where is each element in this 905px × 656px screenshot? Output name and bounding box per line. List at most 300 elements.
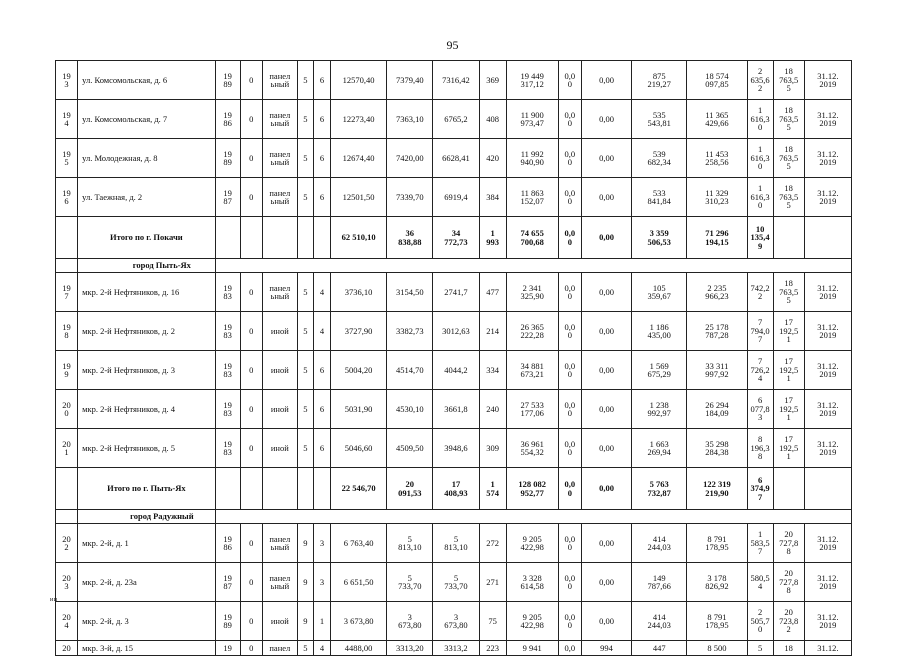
address-cell: ул. Комсомольская, д. 7 [78, 100, 216, 139]
table-row [56, 351, 852, 390]
living-area-cell: 3154,50 [387, 273, 433, 312]
floors-cell: 5 [297, 312, 313, 351]
cost-fund-a-cell: 0,0 0 [558, 524, 581, 563]
cost-fund-a-cell: 0,0 0 [558, 429, 581, 468]
empty-cell [804, 468, 851, 510]
entrances-cell: 6 [313, 139, 330, 178]
build-year-cell: 19 83 [215, 429, 240, 468]
row-number-cell: 20 1 [56, 429, 78, 468]
cost-owners-cell: 2 235 966,23 [687, 273, 747, 312]
total-area-total-cell: 62 510,10 [331, 217, 387, 259]
city-label: город Пыть-Ях [78, 259, 216, 273]
cost-owners-cell: 25 178 787,28 [687, 312, 747, 351]
cost-fund-b-cell: 0,00 [581, 100, 631, 139]
living-area-cell: 5 733,70 [387, 563, 433, 602]
max-cost-per-sqm-cell: 20 727,8 8 [773, 563, 804, 602]
cost-per-sqm-cell: 5 [747, 641, 773, 656]
cost-budget-cell: 1 186 435,00 [632, 312, 687, 351]
living-area-cell: 3 673,80 [387, 602, 433, 641]
cost-fund-b-cell: 0,00 [581, 563, 631, 602]
repair-cost-total-cell: 128 082 952,77 [506, 468, 558, 510]
cost-per-sqm-cell: 1 583,5 7 [747, 524, 773, 563]
living-area-private-cell: 6919,4 [433, 178, 479, 217]
build-year-cell: 19 83 [215, 273, 240, 312]
row-number-cell: 19 5 [56, 139, 78, 178]
living-area-cell: 3382,73 [387, 312, 433, 351]
cost-owners-cell: 11 365 429,66 [687, 100, 747, 139]
wall-material-cell: панел ьный [262, 61, 297, 100]
floors-cell: 5 [297, 351, 313, 390]
col-zero-cell: 0 [240, 139, 262, 178]
empty-cell [56, 510, 78, 524]
cost-per-sqm-cell: 742,2 2 [747, 273, 773, 312]
cost-fund-a-total-cell: 0,0 0 [558, 468, 581, 510]
living-area-cell: 3313,20 [387, 641, 433, 656]
total-area-cell: 12501,50 [331, 178, 387, 217]
living-area-cell: 4514,70 [387, 351, 433, 390]
table-row [56, 100, 852, 139]
build-year-cell: 19 89 [215, 139, 240, 178]
table-row [56, 641, 852, 656]
total-area-cell: 3736,10 [331, 273, 387, 312]
living-area-private-cell: 7316,42 [433, 61, 479, 100]
floors-cell: 5 [297, 100, 313, 139]
entrances-cell: 3 [313, 563, 330, 602]
entrances-cell: 6 [313, 390, 330, 429]
living-area-cell: 4530,10 [387, 390, 433, 429]
deadline-cell: 31.12. 2019 [804, 351, 851, 390]
address-cell: мкр. 3-й, д. 15 [78, 641, 216, 656]
total-row [56, 217, 852, 259]
address-cell: мкр. 2-й, д. 23а [78, 563, 216, 602]
floors-cell: 5 [297, 139, 313, 178]
empty-cell [215, 217, 240, 259]
entrances-cell: 6 [313, 351, 330, 390]
page-number: 95 [446, 38, 459, 52]
cost-budget-total-cell: 3 359 506,53 [632, 217, 687, 259]
cost-per-sqm-cell: 1 616,3 0 [747, 178, 773, 217]
row-number-cell: 20 4 [56, 602, 78, 641]
entrances-cell: 6 [313, 61, 330, 100]
residents-cell: 214 [479, 312, 506, 351]
housing-register-table [55, 60, 852, 656]
residents-cell: 477 [479, 273, 506, 312]
cost-owners-cell: 26 294 184,09 [687, 390, 747, 429]
cost-owners-cell: 18 574 097,85 [687, 61, 747, 100]
row-number-cell: 20 3 [56, 563, 78, 602]
max-cost-per-sqm-cell: 18 763,5 5 [773, 139, 804, 178]
max-cost-per-sqm-cell: 18 763,5 5 [773, 273, 804, 312]
row-number-cell: 19 7 [56, 273, 78, 312]
cost-fund-b-cell: 0,00 [581, 390, 631, 429]
cost-per-sqm-cell: 8 196,3 8 [747, 429, 773, 468]
city-heading-row [56, 259, 852, 273]
wall-material-cell: панел ьный [262, 273, 297, 312]
residents-cell: 369 [479, 61, 506, 100]
col-zero-cell: 0 [240, 178, 262, 217]
cost-owners-cell: 8 791 178,95 [687, 524, 747, 563]
table-row [56, 312, 852, 351]
residents-cell: 240 [479, 390, 506, 429]
residents-cell: 334 [479, 351, 506, 390]
max-cost-per-sqm-cell: 20 723,8 2 [773, 602, 804, 641]
max-cost-per-sqm-cell: 17 192,5 1 [773, 429, 804, 468]
deadline-cell: 31.12. 2019 [804, 390, 851, 429]
repair-cost-cell: 2 341 325,90 [506, 273, 558, 312]
repair-cost-cell: 9 941 [506, 641, 558, 656]
floors-cell: 9 [297, 563, 313, 602]
wall-material-cell: панел ьный [262, 524, 297, 563]
total-label: Итого по г. Пыть-Ях [78, 468, 216, 510]
cost-budget-cell: 447 [632, 641, 687, 656]
empty-cell [56, 217, 78, 259]
cost-per-sqm-cell: 2 505,7 0 [747, 602, 773, 641]
cost-owners-total-cell: 71 296 194,15 [687, 217, 747, 259]
wall-material-cell: иной [262, 351, 297, 390]
repair-cost-cell: 36 961 554,32 [506, 429, 558, 468]
repair-cost-cell: 11 900 973,47 [506, 100, 558, 139]
wall-material-cell: панел ьный [262, 563, 297, 602]
empty-cell [56, 468, 78, 510]
deadline-cell: 31.12. 2019 [804, 429, 851, 468]
repair-cost-cell: 3 328 614,58 [506, 563, 558, 602]
empty-cell [215, 468, 240, 510]
living-area-private-total-cell: 34 772,73 [433, 217, 479, 259]
empty-cell [313, 468, 330, 510]
col-zero-cell: 0 [240, 524, 262, 563]
living-area-private-cell: 3 673,80 [433, 602, 479, 641]
floors-cell: 5 [297, 61, 313, 100]
cost-per-sqm-cell: 580,5 4 [747, 563, 773, 602]
total-area-cell: 12570,40 [331, 61, 387, 100]
cost-fund-a-cell: 0,0 0 [558, 351, 581, 390]
repair-cost-cell: 34 881 673,21 [506, 351, 558, 390]
cost-fund-b-cell: 0,00 [581, 524, 631, 563]
residents-cell: 408 [479, 100, 506, 139]
living-area-total-cell: 20 091,53 [387, 468, 433, 510]
total-row [56, 468, 852, 510]
build-year-cell: 19 89 [215, 61, 240, 100]
living-area-private-cell: 2741,7 [433, 273, 479, 312]
max-cost-per-sqm-cell: 17 192,5 1 [773, 312, 804, 351]
deadline-cell: 31.12. 2019 [804, 524, 851, 563]
cost-fund-b-cell: 0,00 [581, 602, 631, 641]
deadline-cell: 31.12. 2019 [804, 312, 851, 351]
residents-total-cell: 1 993 [479, 217, 506, 259]
total-area-total-cell: 22 546,70 [331, 468, 387, 510]
cost-budget-cell: 1 663 269,94 [632, 429, 687, 468]
total-area-cell: 6 651,50 [331, 563, 387, 602]
wall-material-cell: панел ьный [262, 178, 297, 217]
repair-cost-cell: 19 449 317,12 [506, 61, 558, 100]
build-year-cell: 19 83 [215, 390, 240, 429]
cost-fund-b-cell: 0,00 [581, 429, 631, 468]
living-area-private-cell: 6628,41 [433, 139, 479, 178]
cost-owners-cell: 8 500 [687, 641, 747, 656]
total-area-cell: 3727,90 [331, 312, 387, 351]
col-zero-cell: 0 [240, 273, 262, 312]
living-area-private-total-cell: 17 408,93 [433, 468, 479, 510]
cost-budget-cell: 535 543,81 [632, 100, 687, 139]
cost-budget-cell: 875 219,27 [632, 61, 687, 100]
floors-cell: 9 [297, 524, 313, 563]
col-zero-cell: 0 [240, 563, 262, 602]
empty-cell [240, 468, 262, 510]
row-number-cell: 19 6 [56, 178, 78, 217]
cost-owners-cell: 11 329 310,23 [687, 178, 747, 217]
living-area-private-cell: 3661,8 [433, 390, 479, 429]
empty-cell [313, 217, 330, 259]
entrances-cell: 4 [313, 312, 330, 351]
cost-fund-a-cell: 0,0 0 [558, 61, 581, 100]
repair-cost-cell: 26 365 222,28 [506, 312, 558, 351]
residents-cell: 309 [479, 429, 506, 468]
residents-cell: 75 [479, 602, 506, 641]
cost-fund-a-cell: 0,0 0 [558, 602, 581, 641]
cost-fund-a-cell: 0,0 0 [558, 100, 581, 139]
living-area-cell: 7363,10 [387, 100, 433, 139]
cost-budget-total-cell: 5 763 732,87 [632, 468, 687, 510]
empty-cell [262, 468, 297, 510]
empty-cell [297, 468, 313, 510]
table-row [56, 139, 852, 178]
cost-fund-a-cell: 0,0 0 [558, 563, 581, 602]
living-area-cell: 7339,70 [387, 178, 433, 217]
cost-per-sqm-cell: 1 616,3 0 [747, 139, 773, 178]
build-year-cell: 19 83 [215, 351, 240, 390]
entrances-cell: 1 [313, 602, 330, 641]
floors-cell: 9 [297, 602, 313, 641]
address-cell: мкр. 2-й Нефтяников, д. 16 [78, 273, 216, 312]
cost-fund-b-cell: 0,00 [581, 273, 631, 312]
table-row [56, 178, 852, 217]
address-cell: ул. Молодежная, д. 8 [78, 139, 216, 178]
cost-fund-b-cell: 0,00 [581, 178, 631, 217]
address-cell: мкр. 2-й Нефтяников, д. 5 [78, 429, 216, 468]
cost-fund-a-cell: 0,0 0 [558, 139, 581, 178]
cost-owners-cell: 35 298 284,38 [687, 429, 747, 468]
living-area-private-cell: 4044,2 [433, 351, 479, 390]
city-label: город Радужный [78, 510, 216, 524]
cost-fund-a-cell: 0,0 0 [558, 178, 581, 217]
floors-cell: 5 [297, 429, 313, 468]
cost-fund-a-cell: 0,0 0 [558, 273, 581, 312]
wall-material-cell: панел ьный [262, 100, 297, 139]
total-label: Итого по г. Покачи [78, 217, 216, 259]
address-cell: мкр. 2-й Нефтяников, д. 4 [78, 390, 216, 429]
total-area-cell: 12674,40 [331, 139, 387, 178]
max-cost-per-sqm-cell: 18 763,5 5 [773, 100, 804, 139]
wall-material-cell: иной [262, 390, 297, 429]
entrances-cell: 3 [313, 524, 330, 563]
repair-cost-cell: 11 863 152,07 [506, 178, 558, 217]
table-row [56, 429, 852, 468]
cost-owners-cell: 8 791 178,95 [687, 602, 747, 641]
row-number-cell: 20 0 [56, 390, 78, 429]
cost-budget-cell: 149 787,66 [632, 563, 687, 602]
deadline-cell: 31.12. 2019 [804, 563, 851, 602]
living-area-private-cell: 5 733,70 [433, 563, 479, 602]
build-year-cell: 19 [215, 641, 240, 656]
row-number-cell: 19 3 [56, 61, 78, 100]
build-year-cell: 19 86 [215, 100, 240, 139]
address-cell: мкр. 2-й Нефтяников, д. 3 [78, 351, 216, 390]
repair-cost-cell: 11 992 940,90 [506, 139, 558, 178]
cost-fund-b-cell: 0,00 [581, 351, 631, 390]
cost-budget-cell: 539 682,34 [632, 139, 687, 178]
cost-fund-b-total-cell: 0,00 [581, 468, 631, 510]
cost-per-sqm-cell: 7 794,0 7 [747, 312, 773, 351]
row-number-cell: 19 4 [56, 100, 78, 139]
col-zero-cell: 0 [240, 312, 262, 351]
deadline-cell: 31.12. 2019 [804, 273, 851, 312]
living-area-private-cell: 3313,2 [433, 641, 479, 656]
address-cell: ул. Таежная, д. 2 [78, 178, 216, 217]
deadline-cell: 31.12. 2019 [804, 602, 851, 641]
living-area-private-cell: 3012,63 [433, 312, 479, 351]
col-zero-cell: 0 [240, 641, 262, 656]
max-cost-per-sqm-cell: 18 763,5 5 [773, 178, 804, 217]
cost-fund-b-cell: 0,00 [581, 61, 631, 100]
cost-budget-cell: 1 569 675,29 [632, 351, 687, 390]
repair-cost-total-cell: 74 655 700,68 [506, 217, 558, 259]
col-zero-cell: 0 [240, 429, 262, 468]
entrances-cell: 6 [313, 429, 330, 468]
table-row [56, 390, 852, 429]
address-cell: мкр. 2-й, д. 3 [78, 602, 216, 641]
col-zero-cell: 0 [240, 61, 262, 100]
deadline-cell: 31.12. 2019 [804, 139, 851, 178]
row-number-cell: 19 8 [56, 312, 78, 351]
cost-owners-total-cell: 122 319 219,90 [687, 468, 747, 510]
residents-cell: 223 [479, 641, 506, 656]
wall-material-cell: иной [262, 312, 297, 351]
cost-fund-a-cell: 0,0 [558, 641, 581, 656]
row-number-cell: 19 9 [56, 351, 78, 390]
cost-budget-cell: 105 359,67 [632, 273, 687, 312]
repair-cost-cell: 9 205 422,98 [506, 524, 558, 563]
empty-cell [773, 217, 804, 259]
max-cost-per-sqm-cell: 17 192,5 1 [773, 390, 804, 429]
cost-fund-a-cell: 0,0 0 [558, 312, 581, 351]
table-row [56, 273, 852, 312]
cost-budget-cell: 414 244,03 [632, 602, 687, 641]
empty-cell [215, 510, 851, 524]
entrances-cell: 6 [313, 100, 330, 139]
deadline-cell: 31.12. 2019 [804, 100, 851, 139]
address-cell: мкр. 2-й Нефтяников, д. 2 [78, 312, 216, 351]
empty-cell [297, 217, 313, 259]
build-year-cell: 19 89 [215, 602, 240, 641]
table-row [56, 563, 852, 602]
cost-budget-cell: 414 244,03 [632, 524, 687, 563]
cost-owners-cell: 33 311 997,92 [687, 351, 747, 390]
col-zero-cell: 0 [240, 602, 262, 641]
cost-budget-cell: 1 238 992,97 [632, 390, 687, 429]
max-cost-per-sqm-cell: 18 763,5 5 [773, 61, 804, 100]
total-area-cell: 5031,90 [331, 390, 387, 429]
living-area-cell: 7420,00 [387, 139, 433, 178]
cost-per-sqm-cell: 7 726,2 4 [747, 351, 773, 390]
deadline-cell: 31.12. [804, 641, 851, 656]
empty-cell [262, 217, 297, 259]
build-year-cell: 19 87 [215, 563, 240, 602]
city-heading-row [56, 510, 852, 524]
residents-total-cell: 1 574 [479, 468, 506, 510]
residents-cell: 271 [479, 563, 506, 602]
cost-per-sqm-cell: 6 077,8 3 [747, 390, 773, 429]
deadline-cell: 31.12. 2019 [804, 178, 851, 217]
empty-cell [215, 259, 851, 273]
living-area-private-cell: 3948,6 [433, 429, 479, 468]
total-area-cell: 4488,00 [331, 641, 387, 656]
cost-fund-b-cell: 994 [581, 641, 631, 656]
wall-material-cell: панел [262, 641, 297, 656]
cost-fund-b-cell: 0,00 [581, 139, 631, 178]
residents-cell: 420 [479, 139, 506, 178]
empty-cell [773, 468, 804, 510]
max-cost-per-sqm-cell: 20 727,8 8 [773, 524, 804, 563]
table-row [56, 524, 852, 563]
total-area-cell: 12273,40 [331, 100, 387, 139]
floors-cell: 5 [297, 273, 313, 312]
build-year-cell: 19 87 [215, 178, 240, 217]
empty-cell [56, 259, 78, 273]
empty-cell [240, 217, 262, 259]
total-area-cell: 5046,60 [331, 429, 387, 468]
cost-per-sqm-cell: 2 635,6 2 [747, 61, 773, 100]
repair-cost-cell: 27 533 177,06 [506, 390, 558, 429]
row-number-cell: 20 2 [56, 524, 78, 563]
empty-cell [804, 217, 851, 259]
address-cell: ул. Комсомольская, д. 6 [78, 61, 216, 100]
cost-fund-a-cell: 0,0 0 [558, 390, 581, 429]
total-area-cell: 5004,20 [331, 351, 387, 390]
col-zero-cell: 0 [240, 100, 262, 139]
cost-owners-cell: 11 453 258,56 [687, 139, 747, 178]
floors-cell: 5 [297, 390, 313, 429]
cost-per-sqm-cell: 1 616,3 0 [747, 100, 773, 139]
entrances-cell: 6 [313, 178, 330, 217]
col-zero-cell: 0 [240, 351, 262, 390]
wall-material-cell: иной [262, 429, 297, 468]
floors-cell: 5 [297, 641, 313, 656]
entrances-cell: 4 [313, 641, 330, 656]
footer-mark: ии [50, 597, 58, 603]
total-area-cell: 3 673,80 [331, 602, 387, 641]
living-area-total-cell: 36 838,88 [387, 217, 433, 259]
repair-cost-cell: 9 205 422,98 [506, 602, 558, 641]
build-year-cell: 19 86 [215, 524, 240, 563]
residents-cell: 272 [479, 524, 506, 563]
max-cost-per-sqm-cell: 17 192,5 1 [773, 351, 804, 390]
cost-fund-a-total-cell: 0,0 0 [558, 217, 581, 259]
col-zero-cell: 0 [240, 390, 262, 429]
living-area-cell: 5 813,10 [387, 524, 433, 563]
max-cost-per-sqm-cell: 18 [773, 641, 804, 656]
cost-owners-cell: 3 178 826,92 [687, 563, 747, 602]
entrances-cell: 4 [313, 273, 330, 312]
row-number-cell: 20 [56, 641, 78, 656]
build-year-cell: 19 83 [215, 312, 240, 351]
cost-fund-b-cell: 0,00 [581, 312, 631, 351]
cost-per-sqm-total-cell: 10 135,4 9 [747, 217, 773, 259]
residents-cell: 384 [479, 178, 506, 217]
total-area-cell: 6 763,40 [331, 524, 387, 563]
living-area-private-cell: 5 813,10 [433, 524, 479, 563]
deadline-cell: 31.12. 2019 [804, 61, 851, 100]
cost-fund-b-total-cell: 0,00 [581, 217, 631, 259]
